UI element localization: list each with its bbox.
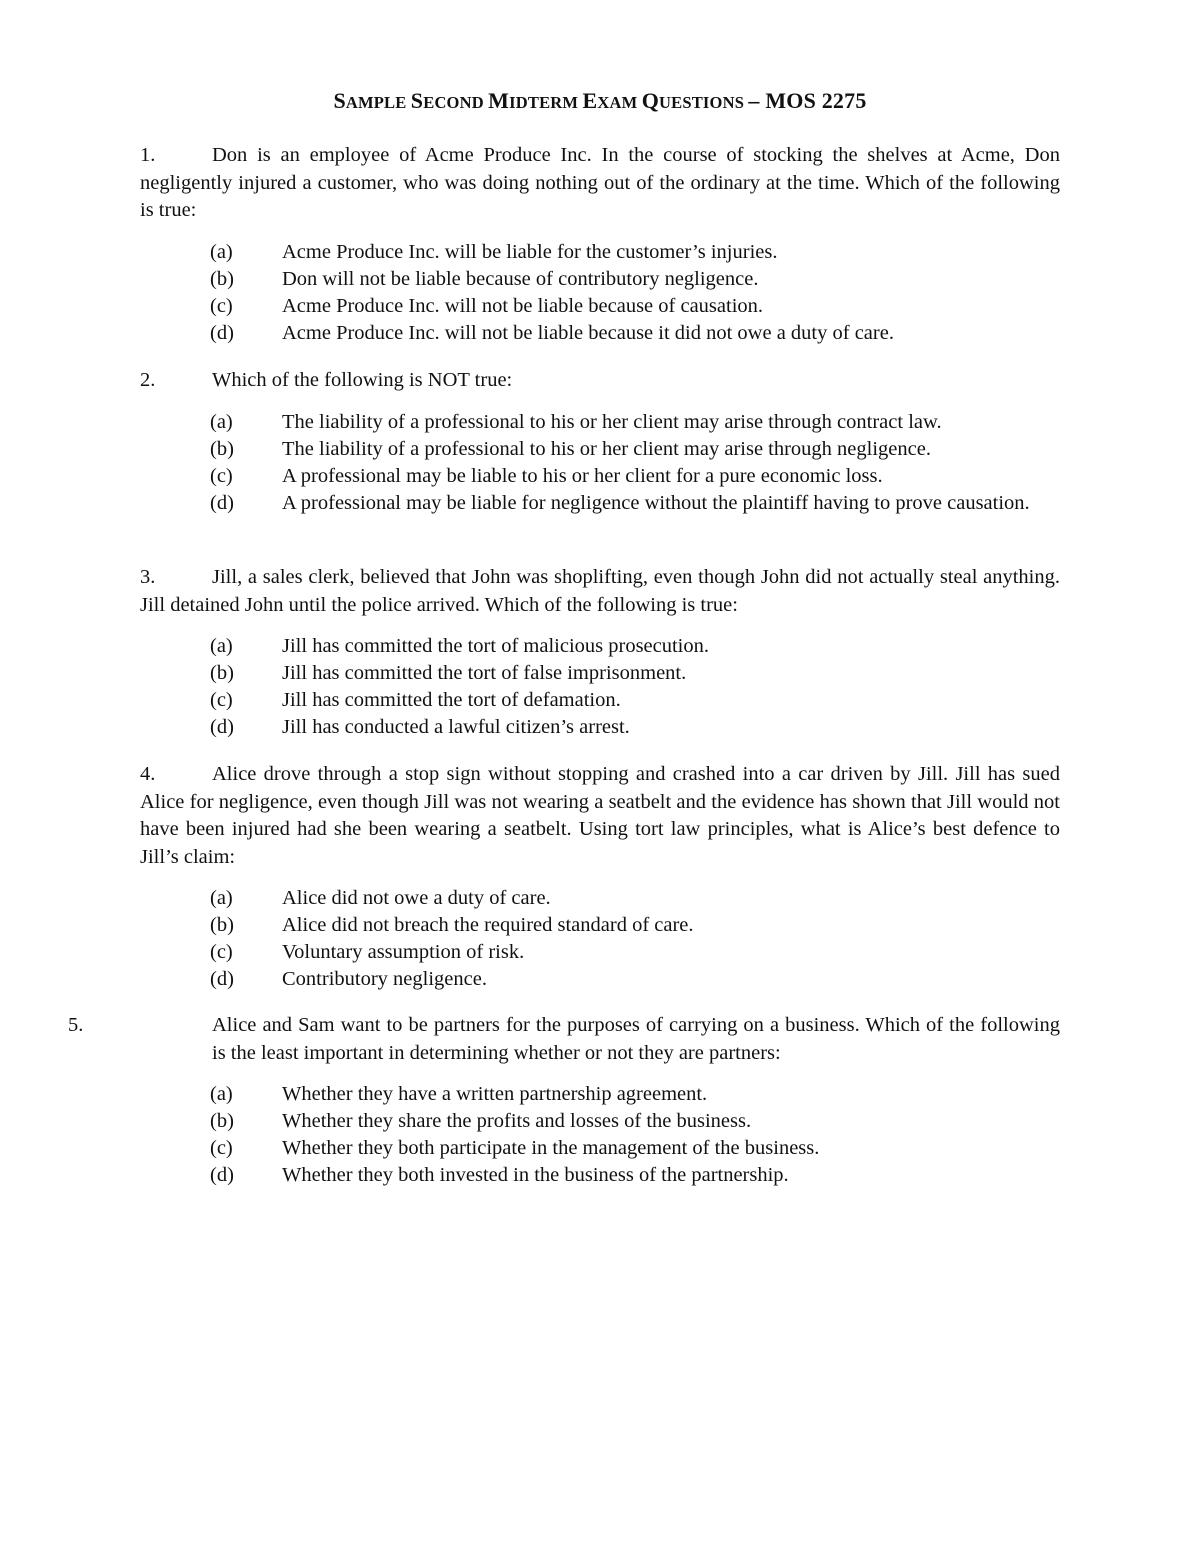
option-text: Contributory negligence. xyxy=(282,968,487,990)
option-text: Jill has committed the tort of defamation. xyxy=(282,689,621,711)
question-number: 3. xyxy=(140,566,156,588)
option-text: Acme Produce Inc. will not be liable because it did not owe a duty of care. xyxy=(282,321,894,344)
question-1 xyxy=(140,142,1060,347)
title-part: – MOS 2275 xyxy=(748,88,867,113)
option-label: (d) xyxy=(210,716,234,738)
option-text: Don will not be liable because of contributory negligence. xyxy=(282,267,759,290)
question-stem xyxy=(140,564,1060,619)
answer-option xyxy=(140,660,1060,687)
answer-options xyxy=(140,633,1060,741)
title-part: E xyxy=(582,88,598,113)
answer-option xyxy=(140,687,1060,714)
option-text: Jill has conducted a lawful citizen’s arrest. xyxy=(282,716,630,738)
title-part: M xyxy=(488,88,510,113)
option-label: (a) xyxy=(210,410,233,433)
answer-option xyxy=(140,1108,1060,1135)
answer-option xyxy=(140,885,1060,912)
option-label: (b) xyxy=(210,437,234,460)
answer-option xyxy=(140,490,1060,517)
question-stem xyxy=(140,142,1060,225)
option-text: Acme Produce Inc. will not be liable because of causation. xyxy=(282,294,764,317)
option-text: Acme Produce Inc. will be liable for the customer’s injuries. xyxy=(282,240,778,263)
answer-option xyxy=(140,409,1060,436)
question-number: 5. xyxy=(68,1014,84,1036)
question-text: Jill, a sales clerk, believed that John was shoplifting, even though John did not actually steal anything. Jill detained John until the police arrived. Which of the following is true: xyxy=(140,566,1060,616)
option-text: Whether they have a written partnership agreement. xyxy=(282,1083,708,1105)
question-text: Don is an employee of Acme Produce Inc. In the course of stocking the shelves at Acme, Don negligently injured a customer, who was doing nothing out of the ordinary at the time. Which of the following is true: xyxy=(140,144,1060,221)
option-label: (a) xyxy=(210,240,233,263)
option-text: A professional may be liable to his or her client for a pure economic loss. xyxy=(282,464,883,487)
question-text: Which of the following is NOT true: xyxy=(212,369,513,391)
question-text: Alice drove through a stop sign without stopping and crashed into a car driven by Jill. Jill has sued Alice for negligence, even though Jill was not wearing a seatbelt and the evidence has shown that Jill would not have been injured had she been wearing a seatbelt. Using tort law principles, what is Alice’s best defence to Jill’s claim: xyxy=(140,763,1060,868)
option-label: (b) xyxy=(210,662,234,684)
answer-option xyxy=(140,463,1060,490)
option-label: (d) xyxy=(210,321,234,344)
answer-options xyxy=(140,409,1060,517)
answer-option xyxy=(140,714,1060,741)
option-label: (c) xyxy=(210,294,233,317)
option-text: Jill has committed the tort of malicious prosecution. xyxy=(282,635,710,657)
option-label: (a) xyxy=(210,635,233,657)
answer-option xyxy=(140,1135,1060,1162)
option-label: (a) xyxy=(210,1083,233,1105)
question-5 xyxy=(68,1012,1060,1189)
page-title xyxy=(0,88,1200,114)
answer-option xyxy=(140,966,1060,993)
option-label: (b) xyxy=(210,267,234,290)
answer-option xyxy=(140,320,1060,347)
option-text: The liability of a professional to his or her client may arise through negligence. xyxy=(282,437,931,460)
option-label: (d) xyxy=(210,968,234,990)
option-text: Jill has committed the tort of false imprisonment. xyxy=(282,662,687,684)
answer-options xyxy=(140,239,1060,347)
question-stem xyxy=(140,367,1060,395)
option-text: A professional may be liable for negligence without the plaintiff having to prove causation. xyxy=(282,491,1030,514)
title-part: UESTIONS xyxy=(659,93,749,112)
title-part: S xyxy=(333,88,346,113)
answer-option xyxy=(140,1162,1060,1189)
title-part: S xyxy=(410,88,424,113)
option-label: (b) xyxy=(210,914,234,936)
title-part: ECOND xyxy=(423,93,489,112)
title-part: AMPLE xyxy=(345,93,411,112)
answer-options xyxy=(140,1081,1060,1189)
question-text: Alice and Sam want to be partners for the purposes of carrying on a business. Which of the following is the least important in determining whether or not they are partners: xyxy=(212,1014,1060,1064)
question-stem xyxy=(140,761,1060,871)
answer-option xyxy=(140,266,1060,293)
question-2 xyxy=(140,367,1060,517)
question-number: 1. xyxy=(140,144,156,166)
answer-options xyxy=(140,885,1060,993)
option-label: (d) xyxy=(210,491,234,514)
option-label: (c) xyxy=(210,689,233,711)
answer-option xyxy=(140,912,1060,939)
question-stem xyxy=(68,1012,1060,1067)
answer-option xyxy=(140,239,1060,266)
answer-option xyxy=(140,939,1060,966)
option-label: (c) xyxy=(210,941,233,963)
question-number: 2. xyxy=(140,369,156,391)
option-text: Whether they both participate in the management of the business. xyxy=(282,1137,820,1159)
answer-option xyxy=(140,436,1060,463)
option-text: Alice did not owe a duty of care. xyxy=(282,887,551,909)
option-text: Whether they both invested in the business of the partnership. xyxy=(282,1164,789,1186)
title-part: Q xyxy=(641,88,660,113)
question-3 xyxy=(140,564,1060,741)
option-text: Alice did not breach the required standard of care. xyxy=(282,914,694,936)
answer-option xyxy=(140,293,1060,320)
question-4 xyxy=(140,761,1060,993)
option-label: (d) xyxy=(210,1164,234,1186)
option-label: (a) xyxy=(210,887,233,909)
title-part: XAM xyxy=(597,93,642,112)
title-part: IDTERM xyxy=(509,93,583,112)
answer-option xyxy=(140,633,1060,660)
option-label: (c) xyxy=(210,464,233,487)
answer-option xyxy=(140,1081,1060,1108)
option-text: Whether they share the profits and losses of the business. xyxy=(282,1110,752,1132)
option-label: (c) xyxy=(210,1137,233,1159)
option-text: The liability of a professional to his or her client may arise through contract law. xyxy=(282,410,942,433)
option-text: Voluntary assumption of risk. xyxy=(282,941,525,963)
option-label: (b) xyxy=(210,1110,234,1132)
question-number: 4. xyxy=(140,763,156,785)
